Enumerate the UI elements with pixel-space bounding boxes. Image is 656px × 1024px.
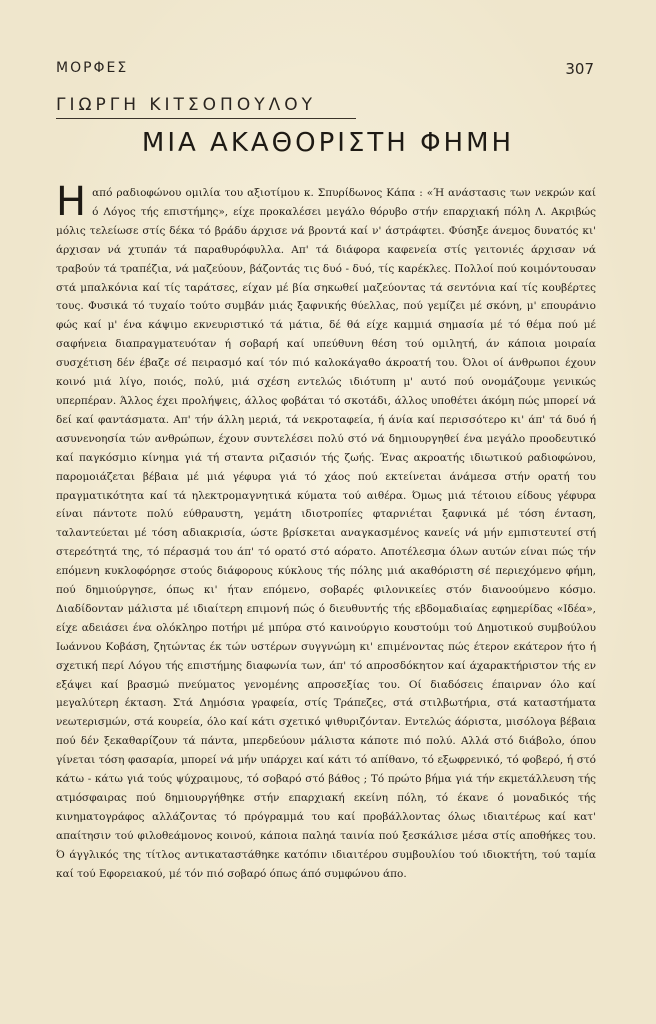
page-number: 307 — [565, 60, 594, 78]
drop-cap: Η — [56, 179, 87, 225]
author-byline: ΓΙΩΡΓΗ ΚΙΤΣΟΠΟΥΛΟΥ — [56, 95, 316, 115]
byline-rule — [56, 118, 356, 119]
article-title: ΜΙΑ ΑΚΑΘΟΡΙΣΤΗ ΦΗΜΗ — [141, 128, 515, 158]
article-body — [56, 179, 596, 884]
running-head — [56, 60, 594, 80]
article-body-text: από ραδιοφώνου ομιλία του αξιοτίμου κ. Σπυρίδωνος Κάπα : «Ή ανάστασις των νεκρών καί ό Λόγος τής επιστήμης», είχε προκαλέσει μεγάλο θόρυβο στήν επαρχιακή πόλη Λ. Ακριβώς μόλις τελείωσε στίς δέκα τό βράδυ άρχισε νά βροντά καί ν' άστράφτει. Φύσηξε άνεμος δυνατός κι' άρχισαν νά χτυπάν τά παραθυρόφυλλα. Απ' τά διάφορα καφενεία στίς γειτονιές άρχισαν νά τραβούν τά τραπέζια, νά μαζεύουν, βάζοντάς τις δυό - δυό, τίς καρέκλες. Πολλοί πού κοιμόντουσαν στά μπαλκόνια καί τίς ταράτσες, είχαν μέ βία σηκωθεί μαζεύοντας τά σεντόνια καί τίς κουβέρτες τους. Φυσικά τό τυχαίο τούτο συμβάν μιάς ξαφνικής θύελλας, πού γεμίζει μέ σκόνη, μ' επουράνιο φώς καί μ' ένα κάψιμο εκνευριστικό τά μάτια, δέ θά είχε καμμιά σημασία μέ τό θέμα πού μέ σαφήνεια διαπραγματευόταν ή σοβαρή καί υπεύθυνη θέση τού ομιλητή, άν κάποια μοιραία συσχέτιση δέν έβαζε σέ πειρασμό καί τόν πιό καλοκάγαθο άκροατή του. Όλοι οί άνθρωποι έχουν κοινό μιά λίγο, ποιός, πολύ, μιά σχέση εντελώς ιδιότυπη μ' αυτό πού ονομάζουμε γενικώς υπερπέραν. Άλλος έχει προλήψεις, άλλος φοβάται τό σκοτάδι, άλλος υποθέτει άκόμη πώς μπορεί νά δεί καί φαντάσματα. Απ' τήν άλλη μεριά, τά νεκροταφεία, ή άνία καί περισσότερο κι' άπ' τά δυό ή ασυνενοησία τών ανθρώπων, έχουν συντελέσει πολύ στό νά δημιουργηθεί ένα μεγάλο προοδευτικό καί παγκόσμιο κίνημα γιά τή σταντα ριζασιόν τής ζωής. Ένας ακροατής ιδιωτικού ραδιοφώνου, παρομοιάζεται βέβαια μέ μιά γέφυρα γιά τό χάος πού εκτείνεται άνάμεσα στήν ορατή του πραγματικότητα καί τά ηλεκτρομαγνητικά κύματα τού αιθέρα. Όμως μιά τέτοιου είδους γέφυρα είναι πάντοτε πολύ εύθραυστη, γεμάτη ιδιοτροπίες φταρνιέται ξαφνικά μέ τόση ένταση, ταλαντεύεται μέ τόση αδιακρισία, ώστε βρίσκεται αναγκασμένος κανείς νά μήν εμπιστευτεί στή στερεότητά της, τό πέρασμά του άπ' τό ορατό στό αόρατο. Αποτέλεσμα όλων αυτών είναι πώς τήν επόμενη κυκλοφόρησε στούς διάφορους κύκλους τής πόλης μιά ακαθόριστη σέ περιεχόμενο φήμη, πού δημιούργησε, όπως κι' ήταν επόμενο, σοβαρές φιλονικείες στόν διανοούμενο κόσμο. Διαδίδονταν μάλιστα μέ ιδιαίτερη επιμονή πώς ό διευθυντής τής εβδομαδιαίας εφημερίδας «Ιδέα», είχε αδειάσει ένα ολόκληρο ποτήρι μέ μπύρα στό καινούργιο κουστούμι τού Δημοτικού συμβούλου Ιωάννου Κοβάση, ζητώντας έκ τών υστέρων συγγνώμη κι' επιμένοντας πώς έτερον εκάτερον ήτο ή σχετική περί Λόγου τής επιστήμης διαφωνία των, άπ' τό απροσδόκητον καί άχαρακτήριστον τής εν εξάψει καί βρασμώ πνεύματος γενομένης απροσεξίας του. Οί διαδόσεις έπαιρναν όλο καί μεγαλύτερη έκταση. Στά Δημόσια γραφεία, στίς Τράπεζες, στά στιλβωτήρια, στά καταστήματα νεωτερισμών, στά κουρεία, όλο καί κάτι σχετικό ψιθυριζόνταν. Εντελώς άόριστα, μισόλογα βέβαια πού δέν ξεκαθαρίζουν τά πάντα, μπερδεύουν μάλιστα κάποτε πιό πολύ. Αλλά στό διάβολο, όπου γίνεται τόση φασαρία, μπορεί νά μήν υπάρχει καί κάτι τό απίθανο, τό εξωφρενικό, τό φοβερό, ή στό κάτω - κάτω γιά τούς ψύχραιμους, τό σοβαρό στό βάθος ; Τό πρώτο βήμα γιά τήν εκμετάλλευση τής ατμόσφαιρας πού δημιουργήθηκε στήν επαρχιακή εκείνη πόλη, τό έκανε ό μοναδικός τής κινηματογράφος αλλάζοντας τό πρόγραμμά του καί προβάλλοντας όλως ιδιαιτέρως καί κατ' απαίτησιν τού φιλοθεάμονος κοινού, κάποια παληά ταινία πού ξεσκάλισε μέσα στίς αποθήκες του. Ό άγγλικός της τίτλος αντικαταστάθηκε κατόπιν ιδιαιτέρου συμβουλίου τού ιδιοκτήτη, τού ταμία καί τού Εφορειακού, μέ τόν πιό σοβαρό όπως άπό συμφώνου άπο. — [56, 187, 596, 880]
journal-name: ΜΟΡΦΕΣ — [56, 60, 129, 76]
